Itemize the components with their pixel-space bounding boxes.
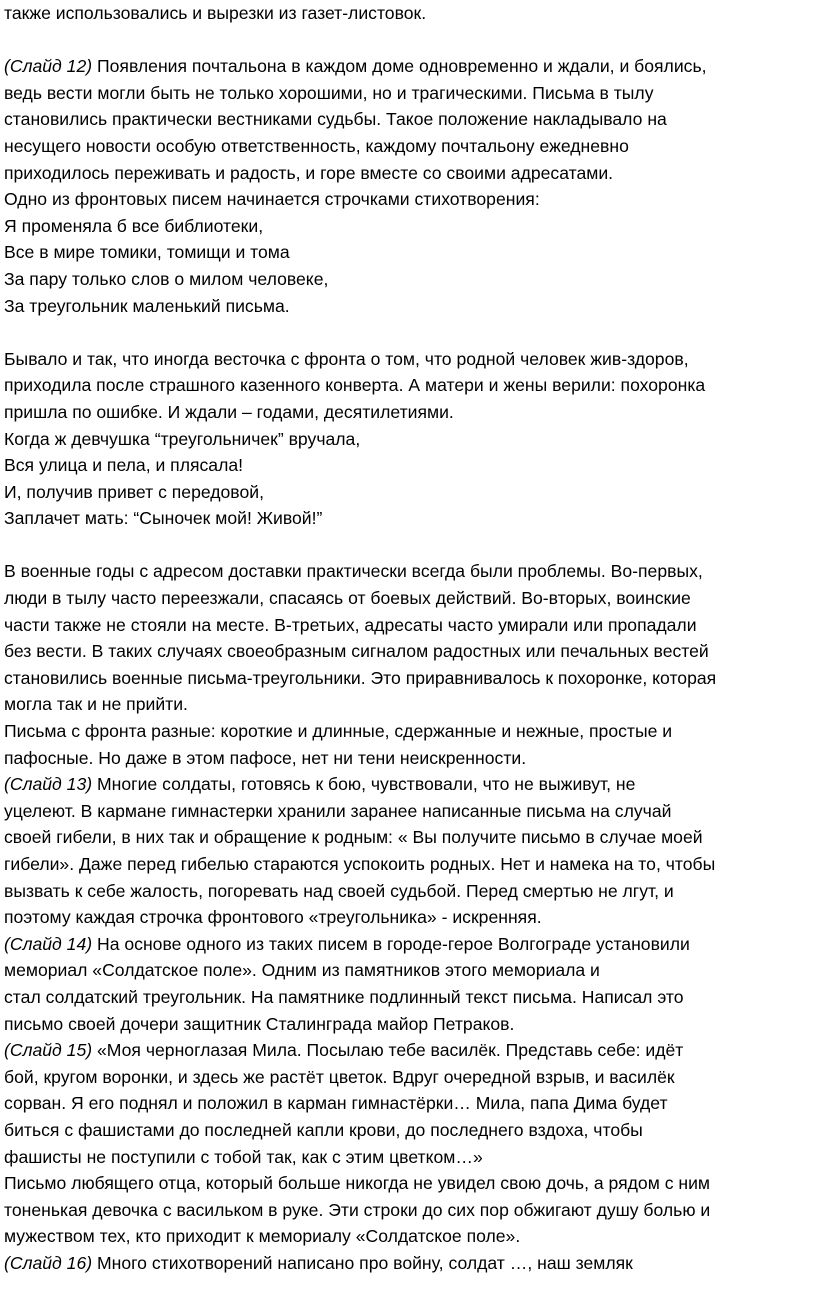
- text-line: Одно из фронтовых писем начинается строчками стихотворения:: [4, 189, 540, 210]
- text-line: Заплачет мать: “Сыночек мой! Живой!”: [4, 508, 323, 529]
- text-line: мемориал «Солдатское поле». Одним из памятников этого мемориала и: [4, 960, 600, 981]
- text-line: люди в тылу часто переезжали, спасаясь от боевых действий. Во-вторых, воинские: [4, 588, 691, 609]
- text-line: Письмо любящего отца, который больше никогда не увидел свою дочь, а рядом с ним: [4, 1173, 711, 1194]
- slide-reference: (Слайд 12): [4, 56, 93, 77]
- text-line: Все в мире томики, томищи и тома: [4, 242, 290, 263]
- text-line: сорван. Я его поднял и положил в карман гимнастёрки… Мила, папа Дима будет: [4, 1093, 668, 1114]
- line-text: Появления почтальона в каждом доме одновременно и ждали, и боялись,: [92, 56, 707, 77]
- text-line: биться с фашистами до последней капли крови, до последнего вздоха, чтобы: [4, 1119, 643, 1140]
- text-line: Вся улица и пела, и плясала!: [4, 455, 244, 476]
- slide-reference: (Слайд 14): [4, 933, 93, 954]
- text-line: становились военные письма-треугольники. Это приравнивалось к похоронке, которая: [4, 667, 717, 688]
- text-line: бой, кругом воронки, и здесь же растёт цветок. Вдруг очередной взрыв, и василёк: [4, 1066, 675, 1087]
- text-line: без вести. В таких случаях своеобразным сигналом радостных или печальных вестей: [4, 641, 709, 662]
- line-text: «Моя черноглазая Мила. Посылаю тебе василёк. Представь себе: идёт: [92, 1040, 684, 1061]
- text-line: уцелеют. В кармане гимнастерки хранили заранее написанные письма на случай: [4, 800, 672, 821]
- line-text: Много стихотворений написано про войну, солдат …, наш земляк: [92, 1252, 633, 1273]
- text-line: Когда ж девчушка “треугольничек” вручала,: [4, 428, 361, 449]
- text-line: приходилось переживать и радость, и горе вместе со своими адресатами.: [4, 162, 614, 183]
- blank-line: [4, 319, 816, 346]
- text-line: [4, 771, 816, 798]
- text-line: [4, 53, 816, 80]
- text-line: мужеством тех, кто приходит к мемориалу «Солдатское поле».: [4, 1226, 521, 1247]
- text-line: приходила после страшного казенного конверта. А матери и жены верили: похоронка: [4, 375, 706, 396]
- text-line: За треугольник маленький письма.: [4, 295, 290, 316]
- text-line: несущего новости особую ответственность, каждому почтальону ежедневно: [4, 135, 629, 156]
- slide-reference: (Слайд 16): [4, 1252, 93, 1273]
- text-line: могла так и не прийти.: [4, 694, 188, 715]
- text-line: вызвать к себе жалость, погоревать над своей судьбой. Перед смертью не лгут, и: [4, 880, 674, 901]
- text-line: ведь вести могли быть не только хорошими, но и трагическими. Письма в тылу: [4, 82, 654, 103]
- text-line: пафосные. Но даже в этом пафосе, нет ни тени неискренности.: [4, 747, 527, 768]
- blank-line: [4, 27, 816, 54]
- text-line: тоненькая девочка с васильком в руке. Эти строки до сих пор обжигают душу болью и: [4, 1199, 711, 1220]
- text-line: И, получив привет с передовой,: [4, 481, 264, 502]
- text-line: своей гибели, в них так и обращение к родным: « Вы получите письмо в случае моей: [4, 827, 703, 848]
- text-line: [4, 931, 816, 958]
- text-line: [4, 1037, 816, 1064]
- text-line: пришла по ошибке. И ждали – годами, десятилетиями.: [4, 401, 454, 422]
- text-line: стал солдатский треугольник. На памятнике подлинный текст письма. Написал это: [4, 986, 684, 1007]
- text-line: письмо своей дочери защитник Сталинграда майор Петраков.: [4, 1013, 515, 1034]
- text-line: также использовались и вырезки из газет-листовок.: [4, 3, 427, 23]
- text-line: За пару только слов о милом человеке,: [4, 268, 329, 289]
- text-line: гибели». Даже перед гибелью стараются успокоить родных. Нет и намека на то, чтобы: [4, 854, 716, 874]
- text-line: части также не стояли на месте. В-третьих, адресаты часто умирали или пропадали: [4, 614, 697, 635]
- text-line: Бывало и так, что иногда весточка с фронта о том, что родной человек жив-здоров,: [4, 348, 689, 369]
- blank-line: [4, 532, 816, 559]
- text-line: [4, 1250, 816, 1277]
- text-line: Письма с фронта разные: короткие и длинные, сдержанные и нежные, простые и: [4, 721, 673, 742]
- text-line: поэтому каждая строчка фронтового «треугольника» - искренняя.: [4, 907, 542, 928]
- text-line: становились практически вестниками судьбы. Такое положение накладывало на: [4, 109, 667, 130]
- line-text: Многие солдаты, готовясь к бою, чувствовали, что не выживут, не: [92, 774, 636, 795]
- text-line: фашисты не поступили с тобой так, как с этим цветком…»: [4, 1146, 483, 1167]
- text-line: В военные годы с адресом доставки практически всегда были проблемы. Во-первых,: [4, 561, 703, 582]
- line-text: На основе одного из таких писем в городе-герое Волгограде установили: [92, 933, 690, 954]
- slide-reference: (Слайд 13): [4, 774, 93, 795]
- text-line: Я променяла б все библиотеки,: [4, 215, 264, 236]
- slide-reference: (Слайд 15): [4, 1040, 93, 1061]
